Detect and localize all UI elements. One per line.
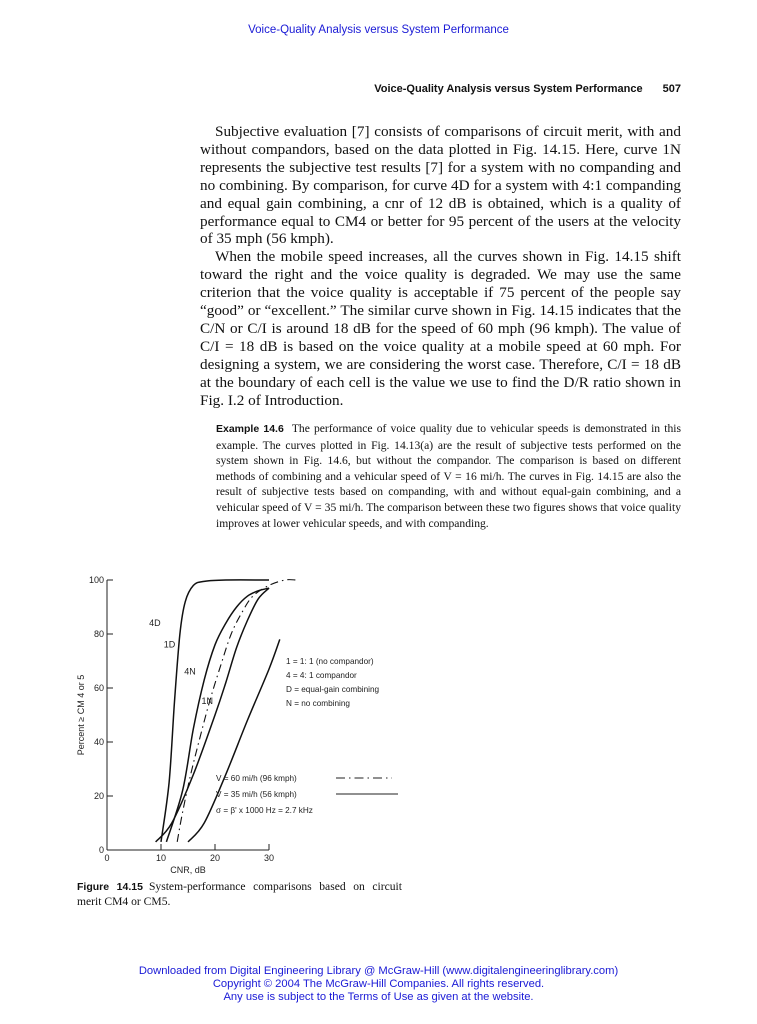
legend-speed-60: V = 60 mi/h (96 kmph) [216,774,297,783]
body-text [200,123,681,410]
chart-curves [156,580,296,842]
x-axis-title: CNR, dB [170,865,206,875]
y-tick-label: 60 [93,683,104,693]
paragraph-1: Subjective evaluation [7] consists of comparisons of circuit merit, with and without compandors, based on the data plotted in Fig. 14.15. Here, curve 1N represents the subjective test results [7] for a system with no companding and no combining. By comparison, for curve 4D for a system with 4:1 companding and equal gain combining, a cnr of 12 dB is obtained, which is a quality of performance equal to CM4 or better for 95 percent of the users at the velocity of 35 mph (56 kmph). [200,123,681,248]
y-tick-label: 0 [98,845,104,855]
footer [0,965,757,1004]
footer-line-3: Any use is subject to the Terms of Use as given at the website. [223,991,534,1003]
curve-label-4n: 4N [184,666,196,677]
x-tick-label: 10 [155,853,167,863]
y-tick-label: 40 [93,737,104,747]
curve-label-1d: 1D [163,639,176,650]
caption-text: System-performance comparisons based on circuit merit CM4 or CM5. [77,880,402,908]
curve-label-1n: 1N [201,696,214,707]
y-tick-label: 20 [93,791,104,801]
legend-line-1: 1 = 1: 1 (no compandor) [286,657,374,666]
performance-chart [70,568,410,878]
example-label: Example 14.6 [216,423,284,435]
page-number: 507 [662,83,681,95]
legend-line-4: N = no combining [286,699,350,708]
legend-sigma: σ = β' x 1000 Hz = 2.7 kHz [216,806,313,815]
caption-label: Figure 14.15 [77,881,143,893]
paragraph-2: When the mobile speed increases, all the curves shown in Fig. 14.15 shift toward the right and the voice quality is degraded. We may use the same criterion that the voice quality is acceptable if 75 percent of the people say “good” or “excellent.” The similar curve shown in Fig. 14.15 indicates that the C/N or C/I is around 18 dB for the speed of 60 mph (96 kmph). The value of C/I = 18 dB is based on the voice quality at a mobile speed at 60 mph. For designing a system, we are considering the worst case. Therefore, C/I = 18 dB at the boundary of each cell is the value we use to find the D/R ratio shown in Fig. I.2 of Introduction. [200,248,681,409]
x-tick-label: 20 [209,853,221,863]
chart-labels [149,618,213,706]
legend-line-3: D = equal-gain combining [286,685,380,694]
chart-axes [76,575,274,875]
figure-caption [77,880,402,908]
x-tick-label: 0 [104,853,110,863]
footer-line-1: Downloaded from Digital Engineering Library @ McGraw-Hill (www.digitalengineeringlibrary.com) [138,965,619,977]
curve-4n [156,588,269,842]
top-banner: Voice-Quality Analysis versus System Performance [248,24,509,36]
legend-speed-35: V = 35 mi/h (56 kmph) [216,790,297,799]
curve-4d [161,580,269,842]
curve-4n-v-60-mi-h [177,580,296,842]
y-tick-label: 80 [93,629,104,639]
running-title: Voice-Quality Analysis versus System Performance [374,83,643,95]
y-axis-title: Percent ≥ CM 4 or 5 [76,674,86,756]
x-tick-label: 30 [263,853,275,863]
y-tick-label: 100 [88,575,104,585]
example-block [216,421,681,531]
legend-line-2: 4 = 4: 1 compandor [286,671,357,680]
example-text: The performance of voice quality due to vehicular speeds is demonstrated in this example. The curves plotted in Fig. 14.13(a) are the result of subjective tests performed on the system shown in Fig. 14.6, but without the compandor. The comparison is based on different methods of combining and a vehicular speed of V = 16 mi/h. The curves in Fig. 14.15 are also the result of subjective tests based on companding, with and without equal-gain combining, and a vehicular speed of V = 35 mi/h. The comparison between these two figures shows that voice quality improves at lower vehicular speeds, and with companding. [216,422,682,530]
curve-label-4d: 4D [149,617,161,628]
chart-legend [216,657,398,815]
figure-14-15 [70,568,410,878]
footer-line-2: Copyright © 2004 The McGraw-Hill Companies. All rights reserved. [212,978,545,990]
running-header [200,83,681,95]
